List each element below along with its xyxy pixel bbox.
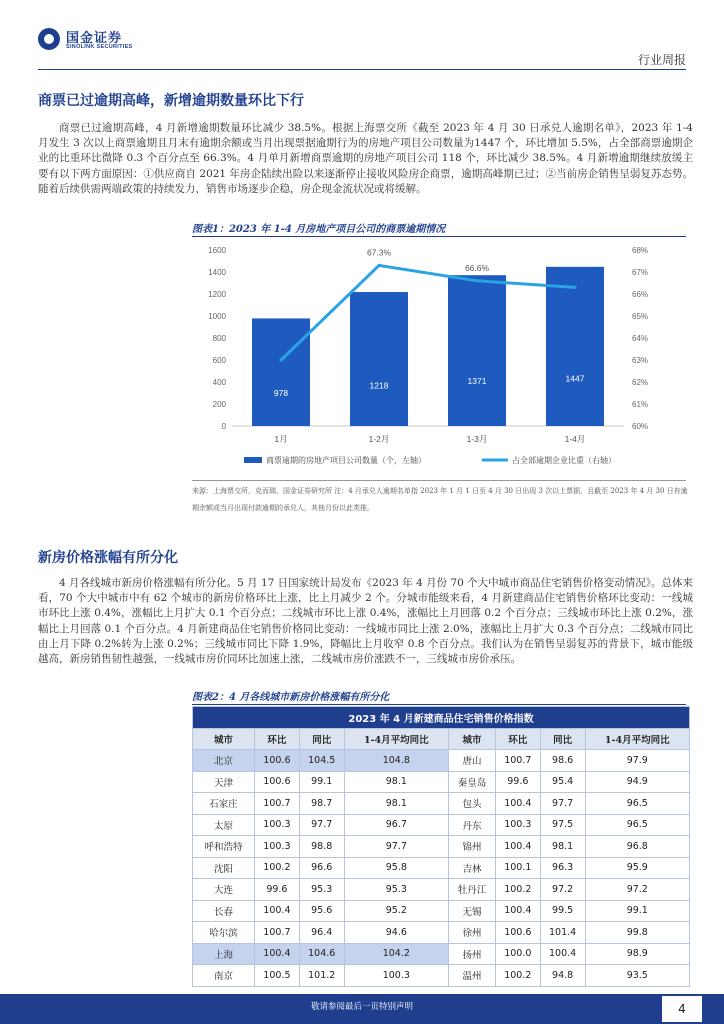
- value-cell: 100.6: [255, 771, 300, 793]
- value-cell: 97.2: [540, 879, 585, 901]
- y-left-tick-label: 1000: [208, 312, 226, 321]
- table-header-cell: 同比: [540, 728, 585, 750]
- city-cell: 太原: [193, 814, 255, 836]
- figure2-caption: 图表2：4 月各线城市新房价格涨幅有所分化: [192, 692, 390, 703]
- value-cell: 100.3: [255, 836, 300, 858]
- x-tick-label: 1月: [274, 434, 288, 444]
- value-cell: 96.7: [344, 814, 448, 836]
- y-left-tick-label: 1600: [208, 246, 226, 255]
- value-cell: 100.2: [255, 857, 300, 879]
- city-cell: 牡丹江: [449, 879, 496, 901]
- value-cell: 98.1: [344, 771, 448, 793]
- section-title-bill-overdue: 商票已过逾期高峰，新增逾期数量环比下行: [38, 93, 304, 109]
- table-row: [193, 814, 690, 836]
- value-cell: 100.2: [495, 879, 540, 901]
- header-divider: [38, 69, 686, 70]
- city-cell: 丹东: [449, 814, 496, 836]
- bar-mark: [350, 292, 408, 426]
- section-body-bill-overdue: 商票已过逾期高峰，4 月新增逾期数量环比减少 38.5%。根据上海票交所《截至 2023 年 4 月 30 日承兑人逾期名单》，2023 年 1-4 月发生 3 次以上商票逾期且月末有逾期余额或当月出现票据逾期行为的房地产项目公司数量为1447 个，环比增加 5.5%，占全部商票逾期企业的比重环比微降 0.3 个百分点至 66.3%。4 月单月新增商票逾期的房地产项目公司 118 个，环比减少 38.5%。4 月新增逾期继续放缓主要有以下两方面原因：①供应商自 2021 年房企陆续出险以来逐渐停止接收风险房企商票，逾期高峰期已过；②当前房企销售呈弱复苏态势。随着后续供需两端政策的持续发力，销售市场逐步企稳，房企现金流状况或将缓解。: [38, 122, 693, 195]
- city-cell: 哈尔滨: [193, 922, 255, 944]
- value-cell: 101.4: [540, 922, 585, 944]
- table-title: 2023 年 4 月新建商品住宅销售价格指数: [193, 707, 690, 729]
- value-cell: 100.0: [495, 943, 540, 965]
- city-cell: 天津: [193, 771, 255, 793]
- city-cell: 南京: [193, 965, 255, 987]
- overdue-chart: [192, 240, 692, 478]
- value-cell: 100.3: [495, 814, 540, 836]
- y-left-tick-label: 1200: [208, 290, 226, 299]
- logo-name-en: SINOLINK SECURITIES: [66, 44, 133, 50]
- table-row: [193, 900, 690, 922]
- value-cell: 98.6: [540, 750, 585, 772]
- value-cell: 95.8: [344, 857, 448, 879]
- y-left-tick-label: 1400: [208, 268, 226, 277]
- table-row: [193, 750, 690, 772]
- legend-bar-swatch: [244, 457, 262, 463]
- city-cell: 上海: [193, 943, 255, 965]
- y-left-tick-label: 400: [212, 378, 226, 387]
- legend-bar-label: 商票逾期的房地产项目公司数量（个，左轴）: [266, 456, 426, 465]
- value-cell: 95.6: [299, 900, 344, 922]
- table-header-cell: 同比: [299, 728, 344, 750]
- y-right-tick-label: 61%: [632, 400, 649, 409]
- figure1-caption: 图表1：2023 年 1-4 月房地产项目公司的商票逾期情况: [192, 224, 446, 235]
- value-cell: 100.4: [255, 900, 300, 922]
- city-cell: 长春: [193, 900, 255, 922]
- ratio-point: [476, 279, 479, 282]
- table-header-row: [193, 728, 690, 750]
- value-cell: 100.7: [495, 750, 540, 772]
- y-left-tick-label: 0: [221, 422, 226, 431]
- value-cell: 99.1: [585, 900, 689, 922]
- bar-value-label: 1447: [565, 373, 585, 384]
- value-cell: 99.8: [585, 922, 689, 944]
- city-cell: 徐州: [449, 922, 496, 944]
- y-right-tick-label: 60%: [632, 422, 649, 431]
- section-title-new-home-prices: 新房价格涨幅有所分化: [38, 550, 178, 566]
- figure1-top-rule: [192, 236, 686, 237]
- city-cell: 包头: [449, 793, 496, 815]
- value-cell: 100.7: [255, 793, 300, 815]
- value-cell: 95.2: [344, 900, 448, 922]
- table-row: [193, 965, 690, 987]
- value-cell: 97.5: [540, 814, 585, 836]
- x-tick-label: 1-3月: [466, 434, 488, 444]
- city-cell: 秦皇岛: [449, 771, 496, 793]
- value-cell: 104.8: [344, 750, 448, 772]
- section-body-new-home-prices: 4 月各线城市新房价格涨幅有所分化。5 月 17 日国家统计局发布《2023 年 4 月份 70 个大中城市商品住宅销售价格变动情况》。总体来看，70 个大中城市中有 62 个城市的新房价格环比上涨，比上月减少 2 个。分城市能级来看，4 月新建商品住宅销售价格环比变动：一线城市环比上涨 0.4%，涨幅比上月扩大 0.1 个百分点；二线城市环比上涨 0.4%，涨幅比上月回落 0.2 个百分点；三线城市环比上涨 0.2%，涨幅比上月回落 0.1 个百分点。4 月新建商品住宅销售价格同比变动：一线城市同比上涨 2.0%，涨幅比上月扩大 0.3 个百分点；二线城市同比由上月下降 0.2%转为上涨 0.2%；三线城市同比下降 1.9%，降幅比上月收窄 0.8 个百分点。我们认为在销售呈弱复苏的背景下，城市能级越高，新房销售韧性越强，一线城市房价同环比加速上涨，二线城市房价涨跌不一，三线城市房价承压。: [38, 577, 693, 666]
- table-header-cell: 城市: [193, 728, 255, 750]
- y-right-tick-label: 63%: [632, 356, 649, 365]
- value-cell: 100.7: [255, 922, 300, 944]
- value-cell: 94.9: [585, 771, 689, 793]
- x-tick-label: 1-2月: [368, 434, 390, 444]
- value-cell: 100.4: [255, 943, 300, 965]
- price-index-table: [192, 706, 690, 987]
- bar-mark: [448, 275, 506, 426]
- table-header-cell: 环比: [255, 728, 300, 750]
- value-cell: 100.1: [495, 857, 540, 879]
- legend-line-label: 占全部逾期企业比重（右轴）: [512, 456, 616, 465]
- y-left-tick-label: 600: [212, 356, 226, 365]
- ratio-line: [281, 262, 575, 360]
- table-header-cell: 环比: [495, 728, 540, 750]
- y-right-tick-label: 64%: [632, 334, 649, 343]
- table-row: [193, 943, 690, 965]
- table-row: [193, 771, 690, 793]
- value-cell: 100.2: [495, 965, 540, 987]
- value-cell: 101.2: [299, 965, 344, 987]
- footer-disclaimer: 敬请参阅最后一页特别声明: [310, 1002, 413, 1012]
- city-cell: 温州: [449, 965, 496, 987]
- value-cell: 95.3: [299, 879, 344, 901]
- page-header: [0, 0, 724, 70]
- value-cell: 99.6: [255, 879, 300, 901]
- table-row: [193, 922, 690, 944]
- value-cell: 97.7: [540, 793, 585, 815]
- value-cell: 100.4: [540, 943, 585, 965]
- table-header-cell: 1-4月平均同比: [344, 728, 448, 750]
- figure1-source-note: 来源：上海票交所，克而瑞，国金证券研究所 注：4 月承兑人逾期名单指 2023 年 1 月 1 日至 4 月 30 日出现 3 次以上票据，且截至 2023 年 4 月 30 日有逾期余额或当月出现付款逾期的承兑人，其他月份以此类推。: [192, 487, 688, 512]
- value-cell: 99.5: [540, 900, 585, 922]
- value-cell: 104.6: [299, 943, 344, 965]
- table-row: [193, 836, 690, 858]
- city-cell: 呼和浩特: [193, 836, 255, 858]
- ratio-point: [378, 264, 381, 267]
- city-cell: 扬州: [449, 943, 496, 965]
- bar-value-label: 978: [273, 387, 289, 398]
- value-cell: 98.8: [299, 836, 344, 858]
- x-tick-label: 1-4月: [564, 434, 586, 444]
- city-cell: 锦州: [449, 836, 496, 858]
- value-cell: 96.4: [299, 922, 344, 944]
- table-row: [193, 793, 690, 815]
- value-cell: 93.5: [585, 965, 689, 987]
- city-cell: 沈阳: [193, 857, 255, 879]
- table-row: [193, 857, 690, 879]
- value-cell: 104.2: [344, 943, 448, 965]
- value-cell: 100.4: [495, 900, 540, 922]
- figure1-bottom-rule: [192, 480, 686, 481]
- value-cell: 95.3: [344, 879, 448, 901]
- value-cell: 96.5: [585, 793, 689, 815]
- value-cell: 96.3: [540, 857, 585, 879]
- value-cell: 100.3: [255, 814, 300, 836]
- y-right-tick-label: 68%: [632, 246, 649, 255]
- value-cell: 99.6: [495, 771, 540, 793]
- bar-value-label: 1218: [369, 380, 389, 391]
- ratio-value-label: 67.3%: [366, 247, 392, 258]
- table-header-cell: 城市: [449, 728, 496, 750]
- table-title-row: [193, 707, 690, 729]
- y-left-tick-label: 200: [212, 400, 226, 409]
- bar-mark: [546, 267, 604, 426]
- ratio-point: [280, 359, 283, 362]
- bar-mark: [252, 318, 310, 426]
- value-cell: 96.5: [585, 814, 689, 836]
- value-cell: 99.1: [299, 771, 344, 793]
- city-cell: 吉林: [449, 857, 496, 879]
- value-cell: 100.4: [495, 793, 540, 815]
- value-cell: 94.8: [540, 965, 585, 987]
- value-cell: 100.6: [255, 750, 300, 772]
- page-number: 4: [662, 996, 702, 1022]
- city-cell: 无锡: [449, 900, 496, 922]
- y-left-tick-label: 800: [212, 334, 226, 343]
- value-cell: 98.9: [585, 943, 689, 965]
- table-row: [193, 879, 690, 901]
- value-cell: 98.1: [344, 793, 448, 815]
- logo-name-cn: 国金证券: [66, 31, 123, 46]
- value-cell: 95.9: [585, 857, 689, 879]
- value-cell: 96.8: [585, 836, 689, 858]
- ratio-value-label: 66.6%: [464, 262, 490, 273]
- value-cell: 97.7: [344, 836, 448, 858]
- value-cell: 98.7: [299, 793, 344, 815]
- value-cell: 95.4: [540, 771, 585, 793]
- y-right-tick-label: 67%: [632, 268, 649, 277]
- bar-value-label: 1371: [467, 375, 487, 386]
- value-cell: 100.6: [495, 922, 540, 944]
- table-header-cell: 1-4月平均同比: [585, 728, 689, 750]
- sinolink-logo-icon: [38, 28, 60, 50]
- ratio-point: [574, 286, 577, 289]
- figure2-top-rule: [192, 704, 686, 705]
- value-cell: 94.6: [344, 922, 448, 944]
- city-cell: 大连: [193, 879, 255, 901]
- city-cell: 北京: [193, 750, 255, 772]
- value-cell: 96.6: [299, 857, 344, 879]
- value-cell: 98.1: [540, 836, 585, 858]
- value-cell: 97.9: [585, 750, 689, 772]
- city-cell: 石家庄: [193, 793, 255, 815]
- value-cell: 104.5: [299, 750, 344, 772]
- y-right-tick-label: 62%: [632, 378, 649, 387]
- value-cell: 100.3: [344, 965, 448, 987]
- y-right-tick-label: 65%: [632, 312, 649, 321]
- document-type: 行业周报: [637, 53, 686, 67]
- value-cell: 100.4: [495, 836, 540, 858]
- value-cell: 100.5: [255, 965, 300, 987]
- city-cell: 唐山: [449, 750, 496, 772]
- value-cell: 97.2: [585, 879, 689, 901]
- y-right-tick-label: 66%: [632, 290, 649, 299]
- value-cell: 97.7: [299, 814, 344, 836]
